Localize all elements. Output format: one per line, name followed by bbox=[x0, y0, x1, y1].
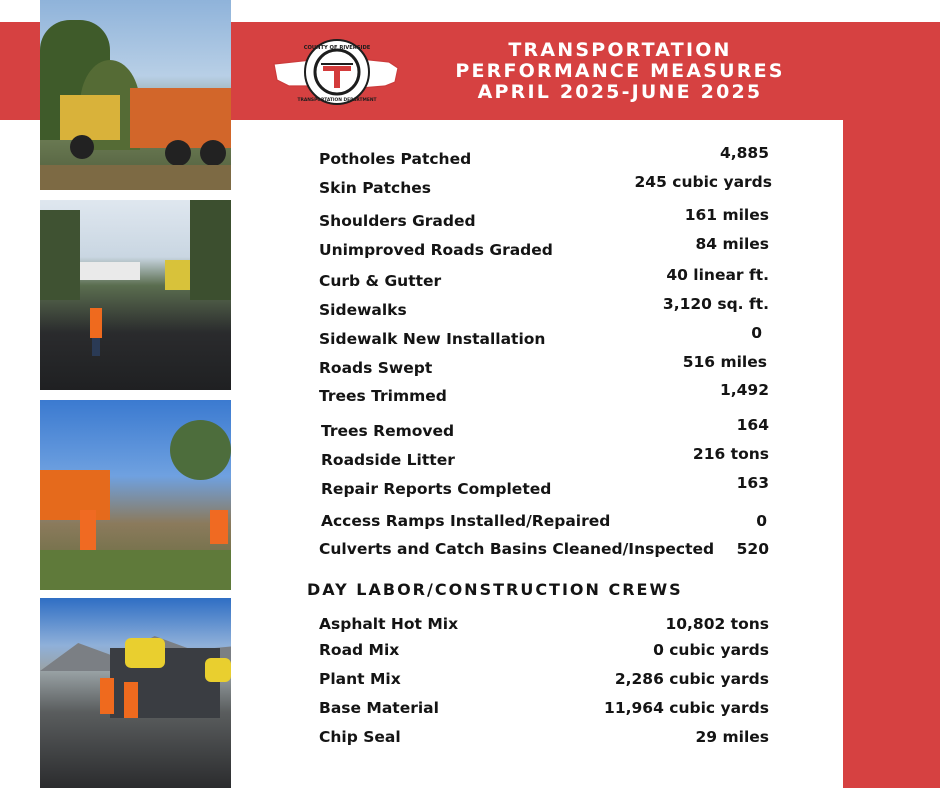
metric-label: Access Ramps Installed/Repaired bbox=[321, 512, 611, 530]
crew-row bbox=[0, 639, 940, 659]
metric-value: 0 bbox=[751, 324, 762, 342]
metric-value: 216 tons bbox=[692, 445, 769, 463]
metric-value: 516 miles bbox=[682, 353, 767, 371]
crew-label: Asphalt Hot Mix bbox=[319, 615, 459, 633]
metric-value: 4,885 bbox=[719, 144, 769, 162]
crew-value: 10,802 tons bbox=[665, 615, 769, 633]
title-line-2: PERFORMANCE MEASURES bbox=[455, 60, 785, 82]
logo-top-text: COUNTY OF RIVERSIDE bbox=[303, 45, 371, 51]
metric-value: 84 miles bbox=[695, 235, 769, 253]
metric-row bbox=[0, 295, 940, 319]
metric-value: 164 bbox=[736, 416, 769, 434]
metric-label: Skin Patches bbox=[319, 179, 431, 197]
metric-row bbox=[0, 474, 940, 498]
metric-row bbox=[0, 206, 940, 230]
crew-row bbox=[0, 697, 940, 717]
title-line-1: TRANSPORTATION bbox=[508, 39, 732, 61]
metric-value: 40 linear ft. bbox=[666, 266, 769, 284]
metric-label: Sidewalks bbox=[319, 301, 407, 319]
crew-label: Base Material bbox=[319, 699, 439, 717]
metric-row bbox=[0, 144, 940, 168]
crew-row bbox=[0, 726, 940, 746]
metric-row bbox=[0, 510, 940, 530]
crews-heading: DAY LABOR/CONSTRUCTION CREWS bbox=[307, 580, 683, 599]
logo-bottom-text: TRANSPORTATION DEPARTMENT bbox=[297, 98, 377, 103]
metric-row bbox=[0, 353, 940, 377]
page-title bbox=[430, 40, 810, 103]
metric-label: Sidewalk New Installation bbox=[319, 330, 546, 348]
metric-label: Repair Reports Completed bbox=[321, 480, 552, 498]
metric-value: 3,120 sq. ft. bbox=[662, 295, 769, 313]
metric-row bbox=[0, 538, 940, 558]
metric-label: Roads Swept bbox=[319, 359, 433, 377]
crew-row bbox=[0, 668, 940, 688]
metric-label: Trees Trimmed bbox=[319, 387, 447, 405]
crew-label: Chip Seal bbox=[319, 728, 401, 746]
crew-label: Plant Mix bbox=[319, 670, 401, 688]
crew-row bbox=[0, 613, 940, 633]
metric-label: Trees Removed bbox=[321, 422, 455, 440]
metric-row bbox=[0, 381, 940, 405]
metric-row bbox=[0, 324, 940, 348]
crew-value: 29 miles bbox=[695, 728, 769, 746]
metric-label: Culverts and Catch Basins Cleaned/Inspected bbox=[319, 540, 715, 558]
metric-value: 0 bbox=[756, 512, 767, 530]
metric-row bbox=[0, 416, 940, 440]
county-seal-logo bbox=[271, 38, 403, 108]
metric-value: 245 cubic yards bbox=[634, 173, 772, 191]
metric-value: 161 miles bbox=[684, 206, 769, 224]
crew-value: 0 cubic yards bbox=[653, 641, 769, 659]
metric-value: 1,492 bbox=[719, 381, 769, 399]
crew-value: 11,964 cubic yards bbox=[604, 699, 769, 717]
title-line-3: APRIL 2025-JUNE 2025 bbox=[477, 81, 763, 103]
metric-value: 163 bbox=[736, 474, 769, 492]
metric-row bbox=[0, 173, 940, 197]
crew-label: Road Mix bbox=[319, 641, 400, 659]
metric-label: Roadside Litter bbox=[321, 451, 455, 469]
metric-row bbox=[0, 235, 940, 259]
metric-row bbox=[0, 266, 940, 290]
metric-label: Curb & Gutter bbox=[319, 272, 442, 290]
metric-label: Potholes Patched bbox=[319, 150, 472, 168]
metric-value: 520 bbox=[736, 540, 769, 558]
metric-label: Unimproved Roads Graded bbox=[319, 241, 553, 259]
metric-row bbox=[0, 445, 940, 469]
crew-value: 2,286 cubic yards bbox=[614, 670, 769, 688]
metric-label: Shoulders Graded bbox=[319, 212, 476, 230]
